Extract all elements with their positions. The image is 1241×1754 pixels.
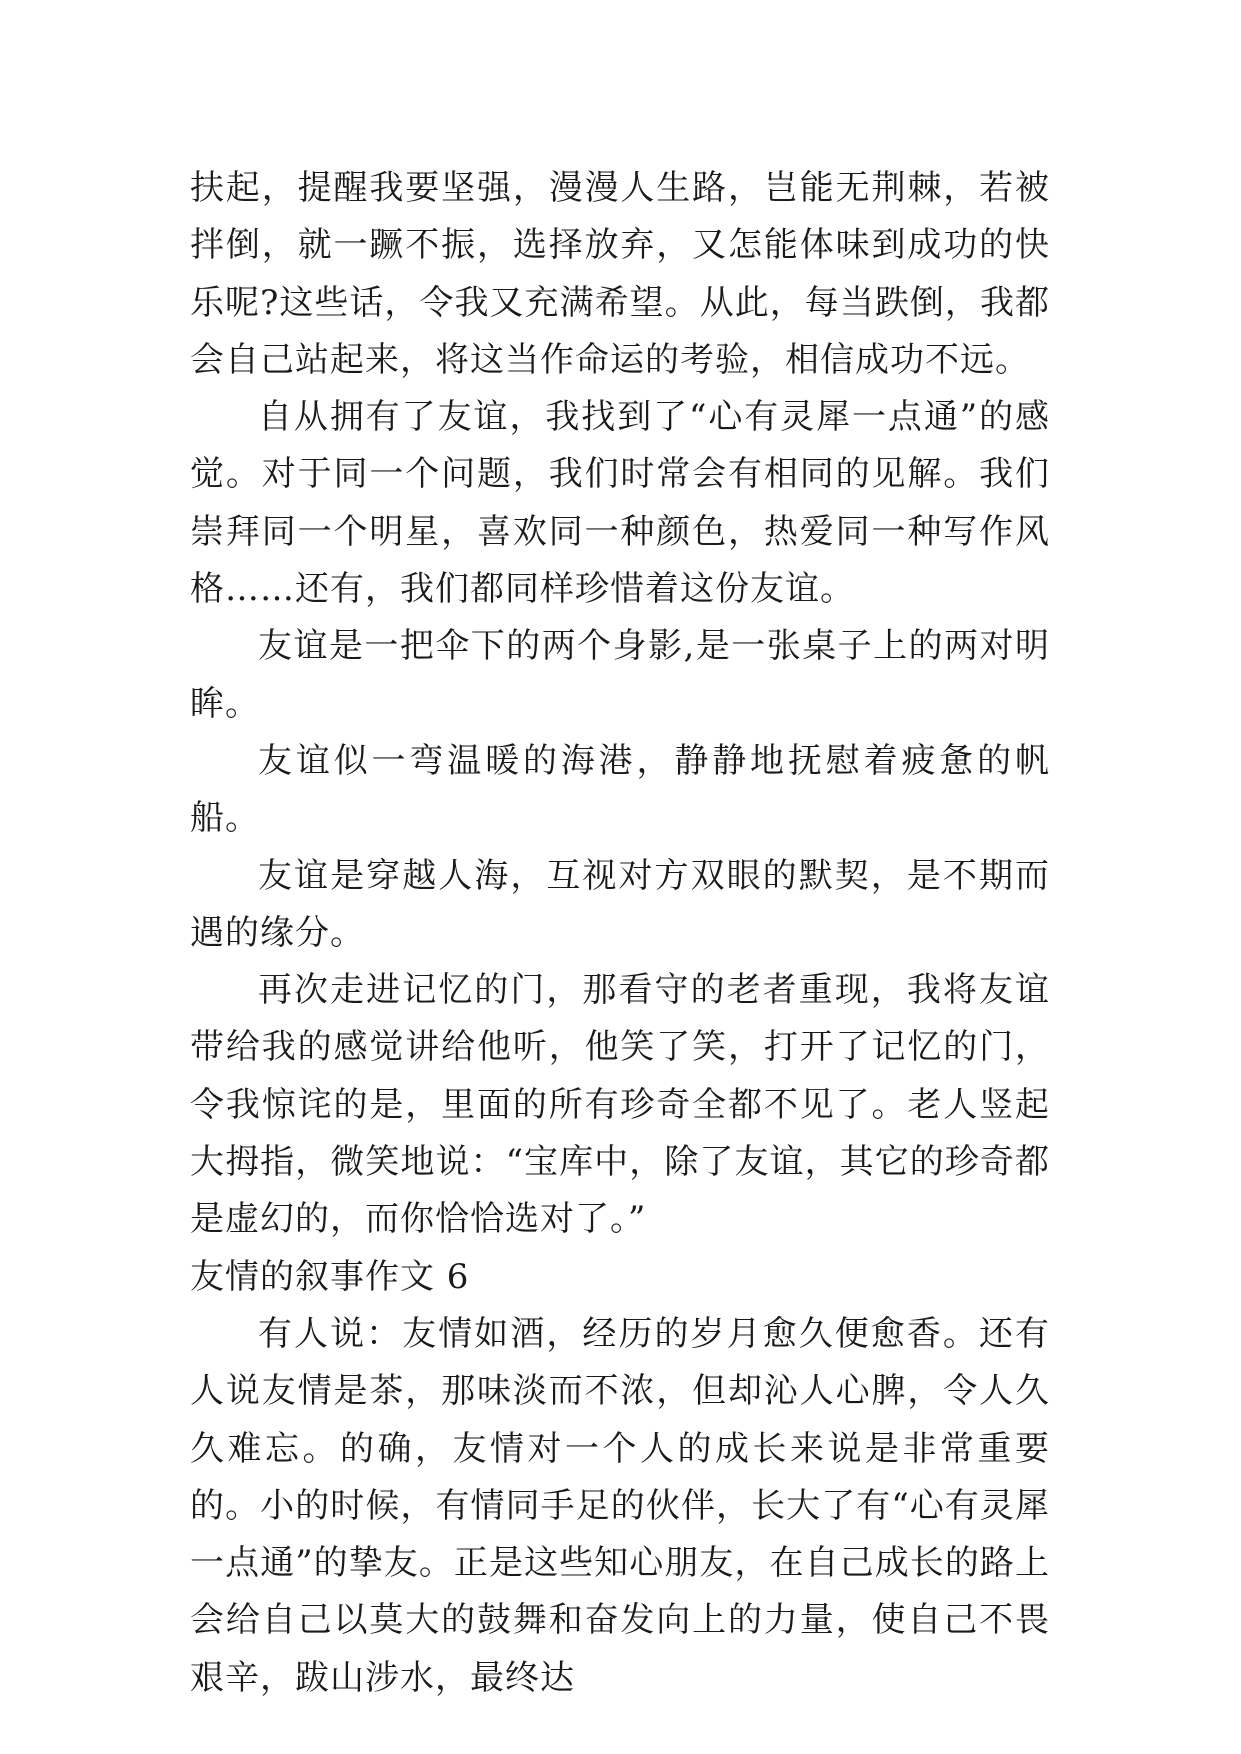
paragraph-harbor: 友谊似一弯温暖的海港，静静地抚慰着疲惫的帆船。: [190, 740, 1050, 839]
paragraph-telepathy: 自从拥有了友谊，我找到了“心有灵犀一点通”的感觉。对于同一个问题，我们时常会有相同的见解。我们崇拜同一个明星，喜欢同一种颜色，热爱同一种写作风格……还有，我们都同样珍惜着这份友谊。: [190, 397, 1050, 610]
document-body: [190, 160, 1050, 1707]
paragraph-continuation: 扶起，提醒我要坚强，漫漫人生路，岂能无荆棘，若被拌倒，就一蹶不振，选择放弃，又怎能体味到成功的快乐呢?这些话，令我又充满希望。从此，每当跌倒，我都会自己站起来，将这当作命运的考验，相信成功不远。: [190, 168, 1050, 380]
section-heading: 友情的叙事作文 6: [190, 1256, 470, 1297]
paragraph-tacit: 友谊是穿越人海，互视对方双眼的默契，是不期而遇的缘分。: [190, 855, 1050, 953]
paragraph-wine-tea: 有人说：友情如酒，经历的岁月愈久便愈香。还有人说友情是茶，那味淡而不浓，但却沁人心脾，令人久久难忘。的确，友情对一个人的成长来说是非常重要的。小的时候，有情同手足的伙伴，长大了有“心有灵犀一点通”的挚友。正是这些知心朋友，在自己成长的路上会给自己以莫大的鼓舞和奋发向上的力量，使自己不畏艰辛，跋山涉水，最终达: [190, 1313, 1050, 1698]
paragraph-memory-door: 再次走进记忆的门，那看守的老者重现，我将友谊带给我的感觉讲给他听，他笑了笑，打开了记忆的门，令我惊诧的是，里面的所有珍奇全都不见了。老人竖起大拇指，微笑地说：“宝库中，除了友谊，其它的珍奇都是虚幻的，而你恰恰选对了。”: [190, 970, 1050, 1240]
paragraph-umbrella: 友谊是一把伞下的两个身影,是一张桌子上的两对明眸。: [190, 626, 1050, 724]
